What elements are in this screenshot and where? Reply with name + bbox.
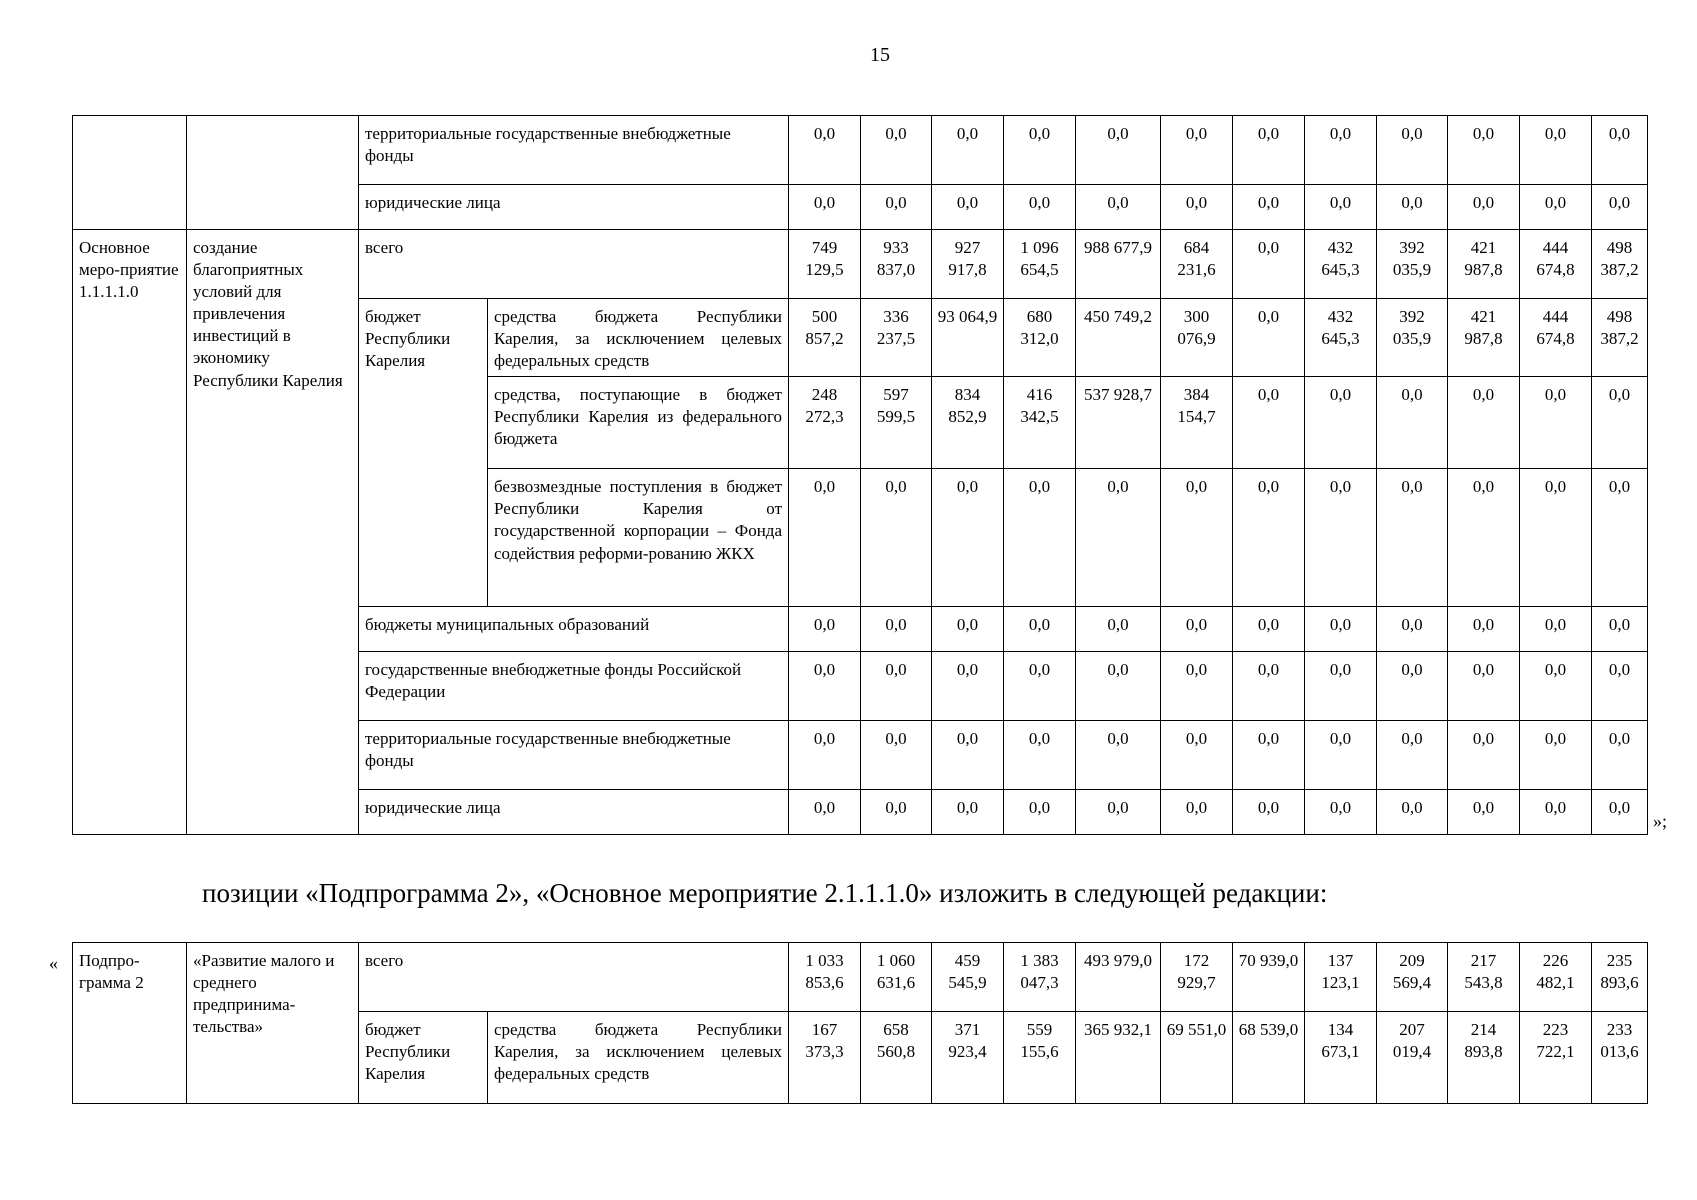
value-cell: 0,0 <box>1377 377 1448 469</box>
value-cell: 432 645,3 <box>1305 230 1377 299</box>
closing-quote: »; <box>1653 811 1668 831</box>
source-label: юридические лица <box>359 790 789 835</box>
value-cell: 0,0 <box>861 469 932 607</box>
value-cell: 0,0 <box>1448 790 1520 835</box>
value-cell: 0,0 <box>1592 721 1648 790</box>
value-cell: 336 237,5 <box>861 299 932 377</box>
value-cell: 0,0 <box>932 469 1004 607</box>
value-cell: 0,0 <box>1592 790 1648 835</box>
value-cell: 0,0 <box>1004 185 1076 230</box>
table-row <box>73 230 1648 299</box>
table-row <box>73 943 1648 1012</box>
value-cell: 0,0 <box>1305 116 1377 185</box>
value-cell: 0,0 <box>861 721 932 790</box>
value-cell: 1 383 047,3 <box>1004 943 1076 1012</box>
value-cell: 450 749,2 <box>1076 299 1161 377</box>
value-cell: 416 342,5 <box>1004 377 1076 469</box>
value-cell: 0,0 <box>1076 652 1161 721</box>
value-cell: 0,0 <box>1233 652 1305 721</box>
value-cell: 933 837,0 <box>861 230 932 299</box>
table-row <box>73 116 1648 185</box>
value-cell: 498 387,2 <box>1592 230 1648 299</box>
value-cell: 444 674,8 <box>1520 230 1592 299</box>
value-cell: 680 312,0 <box>1004 299 1076 377</box>
value-cell: 0,0 <box>1520 469 1592 607</box>
value-cell: 0,0 <box>1004 721 1076 790</box>
value-cell: 0,0 <box>1520 790 1592 835</box>
value-cell: 0,0 <box>1520 116 1592 185</box>
value-cell: 300 076,9 <box>1161 299 1233 377</box>
value-cell: 0,0 <box>1004 790 1076 835</box>
value-cell: 392 035,9 <box>1377 299 1448 377</box>
value-cell: 0,0 <box>1233 469 1305 607</box>
value-cell: 0,0 <box>789 790 861 835</box>
value-cell: 0,0 <box>1161 790 1233 835</box>
value-cell: 0,0 <box>1233 230 1305 299</box>
value-cell: 137 123,1 <box>1305 943 1377 1012</box>
value-cell: 0,0 <box>1305 652 1377 721</box>
value-cell: 384 154,7 <box>1161 377 1233 469</box>
value-cell: 172 929,7 <box>1161 943 1233 1012</box>
value-cell: 0,0 <box>861 185 932 230</box>
value-cell: 0,0 <box>1377 790 1448 835</box>
value-cell: 0,0 <box>1592 607 1648 652</box>
instruction-text: позиции «Подпрограмма 2», «Основное мероприятие 2.1.1.1.0» изложить в следующей редакции: <box>202 878 1328 908</box>
table-2-body <box>73 943 1648 1104</box>
opening-quote: « <box>49 953 58 973</box>
value-cell: 0,0 <box>1161 721 1233 790</box>
value-cell: 658 560,8 <box>861 1012 932 1104</box>
value-cell: 214 893,8 <box>1448 1012 1520 1104</box>
value-cell: 0,0 <box>932 185 1004 230</box>
budget-table-2 <box>72 942 1648 1104</box>
value-cell: 498 387,2 <box>1592 299 1648 377</box>
value-cell: 0,0 <box>1377 721 1448 790</box>
value-cell: 68 539,0 <box>1233 1012 1305 1104</box>
value-cell: 207 019,4 <box>1377 1012 1448 1104</box>
value-cell: 0,0 <box>1520 721 1592 790</box>
value-cell: 0,0 <box>1161 116 1233 185</box>
name-cell: «Развитие малого и среднего предпринима-тельства» <box>187 943 359 1104</box>
value-cell: 70 939,0 <box>1233 943 1305 1012</box>
value-cell: 167 373,3 <box>789 1012 861 1104</box>
value-cell: 0,0 <box>1233 377 1305 469</box>
value-cell: 834 852,9 <box>932 377 1004 469</box>
value-cell: 0,0 <box>1592 185 1648 230</box>
value-cell: 93 064,9 <box>932 299 1004 377</box>
value-cell: 0,0 <box>1161 607 1233 652</box>
value-cell: 988 677,9 <box>1076 230 1161 299</box>
value-cell: 209 569,4 <box>1377 943 1448 1012</box>
value-cell: 69 551,0 <box>1161 1012 1233 1104</box>
value-cell: 493 979,0 <box>1076 943 1161 1012</box>
value-cell: 0,0 <box>861 652 932 721</box>
value-cell: 459 545,9 <box>932 943 1004 1012</box>
status-cell: Подпро-грамма 2 <box>73 943 187 1104</box>
budget-table-1 <box>72 115 1648 835</box>
value-cell: 0,0 <box>1004 652 1076 721</box>
name-cell: создание благоприятных условий для привлечения инвестиций в экономику Республики Карелия <box>187 230 359 835</box>
value-cell: 0,0 <box>1233 185 1305 230</box>
value-cell: 0,0 <box>1305 790 1377 835</box>
value-cell: 0,0 <box>1076 607 1161 652</box>
value-cell: 432 645,3 <box>1305 299 1377 377</box>
source-label: бюджеты муниципальных образований <box>359 607 789 652</box>
source-label: средства бюджета Республики Карелия, за исключением целевых федеральных средств <box>488 299 789 377</box>
value-cell: 0,0 <box>932 790 1004 835</box>
value-cell: 1 096 654,5 <box>1004 230 1076 299</box>
source-group-cell: бюджет Республики Карелия <box>359 299 488 607</box>
value-cell: 0,0 <box>1377 652 1448 721</box>
value-cell: 233 013,6 <box>1592 1012 1648 1104</box>
value-cell: 371 923,4 <box>932 1012 1004 1104</box>
value-cell: 0,0 <box>1233 607 1305 652</box>
value-cell: 0,0 <box>1592 469 1648 607</box>
value-cell: 0,0 <box>1448 469 1520 607</box>
status-cell <box>73 116 187 230</box>
value-cell: 0,0 <box>1233 299 1305 377</box>
source-label: средства бюджета Республики Карелия, за исключением целевых федеральных средств <box>488 1012 789 1104</box>
value-cell: 0,0 <box>1592 652 1648 721</box>
value-cell: 0,0 <box>1377 607 1448 652</box>
value-cell: 0,0 <box>1520 607 1592 652</box>
value-cell: 559 155,6 <box>1004 1012 1076 1104</box>
name-cell <box>187 116 359 230</box>
value-cell: 0,0 <box>789 116 861 185</box>
value-cell: 444 674,8 <box>1520 299 1592 377</box>
value-cell: 0,0 <box>1076 721 1161 790</box>
source-label: всего <box>359 943 789 1012</box>
value-cell: 0,0 <box>1161 185 1233 230</box>
value-cell: 0,0 <box>789 185 861 230</box>
value-cell: 0,0 <box>1004 116 1076 185</box>
value-cell: 0,0 <box>789 652 861 721</box>
value-cell: 248 272,3 <box>789 377 861 469</box>
value-cell: 0,0 <box>1520 652 1592 721</box>
value-cell: 0,0 <box>1305 377 1377 469</box>
value-cell: 0,0 <box>932 652 1004 721</box>
value-cell: 0,0 <box>1448 652 1520 721</box>
value-cell: 749 129,5 <box>789 230 861 299</box>
value-cell: 421 987,8 <box>1448 230 1520 299</box>
value-cell: 0,0 <box>1004 607 1076 652</box>
table-1-body <box>73 116 1648 835</box>
source-label: средства, поступающие в бюджет Республики Карелия из федерального бюджета <box>488 377 789 469</box>
value-cell: 0,0 <box>1004 469 1076 607</box>
value-cell: 927 917,8 <box>932 230 1004 299</box>
value-cell: 421 987,8 <box>1448 299 1520 377</box>
value-cell: 223 722,1 <box>1520 1012 1592 1104</box>
value-cell: 0,0 <box>1520 377 1592 469</box>
value-cell: 0,0 <box>1520 185 1592 230</box>
value-cell: 0,0 <box>1377 469 1448 607</box>
value-cell: 0,0 <box>789 607 861 652</box>
value-cell: 0,0 <box>1161 652 1233 721</box>
value-cell: 500 857,2 <box>789 299 861 377</box>
value-cell: 0,0 <box>789 469 861 607</box>
value-cell: 235 893,6 <box>1592 943 1648 1012</box>
value-cell: 392 035,9 <box>1377 230 1448 299</box>
value-cell: 597 599,5 <box>861 377 932 469</box>
value-cell: 0,0 <box>1233 116 1305 185</box>
value-cell: 1 060 631,6 <box>861 943 932 1012</box>
value-cell: 226 482,1 <box>1520 943 1592 1012</box>
value-cell: 0,0 <box>1161 469 1233 607</box>
value-cell: 0,0 <box>1592 116 1648 185</box>
value-cell: 0,0 <box>1448 607 1520 652</box>
value-cell: 365 932,1 <box>1076 1012 1161 1104</box>
value-cell: 684 231,6 <box>1161 230 1233 299</box>
value-cell: 0,0 <box>1448 721 1520 790</box>
source-group-cell: бюджет Республики Карелия <box>359 1012 488 1104</box>
value-cell: 0,0 <box>1448 116 1520 185</box>
source-label: территориальные государственные внебюджетные фонды <box>359 116 789 185</box>
source-label: безвозмездные поступления в бюджет Республики Карелия от государственной корпорации – Фонда содействия реформи-рованию ЖКХ <box>488 469 789 607</box>
value-cell: 0,0 <box>1076 185 1161 230</box>
value-cell: 0,0 <box>789 721 861 790</box>
value-cell: 0,0 <box>1305 721 1377 790</box>
value-cell: 0,0 <box>1076 790 1161 835</box>
value-cell: 0,0 <box>932 116 1004 185</box>
status-cell: Основное меро-приятие 1.1.1.1.0 <box>73 230 187 835</box>
value-cell: 0,0 <box>1377 185 1448 230</box>
page-number: 15 <box>870 44 890 66</box>
value-cell: 0,0 <box>932 721 1004 790</box>
value-cell: 0,0 <box>861 607 932 652</box>
value-cell: 0,0 <box>1076 116 1161 185</box>
value-cell: 537 928,7 <box>1076 377 1161 469</box>
value-cell: 0,0 <box>1377 116 1448 185</box>
value-cell: 0,0 <box>1305 185 1377 230</box>
value-cell: 0,0 <box>1592 377 1648 469</box>
source-label: юридические лица <box>359 185 789 230</box>
value-cell: 1 033 853,6 <box>789 943 861 1012</box>
source-label: всего <box>359 230 789 299</box>
value-cell: 0,0 <box>1076 469 1161 607</box>
value-cell: 0,0 <box>861 790 932 835</box>
value-cell: 0,0 <box>1233 790 1305 835</box>
value-cell: 0,0 <box>1233 721 1305 790</box>
value-cell: 0,0 <box>861 116 932 185</box>
value-cell: 0,0 <box>932 607 1004 652</box>
value-cell: 0,0 <box>1448 377 1520 469</box>
source-label: государственные внебюджетные фонды Российской Федерации <box>359 652 789 721</box>
source-label: территориальные государственные внебюджетные фонды <box>359 721 789 790</box>
value-cell: 0,0 <box>1448 185 1520 230</box>
value-cell: 0,0 <box>1305 607 1377 652</box>
value-cell: 134 673,1 <box>1305 1012 1377 1104</box>
value-cell: 217 543,8 <box>1448 943 1520 1012</box>
value-cell: 0,0 <box>1305 469 1377 607</box>
